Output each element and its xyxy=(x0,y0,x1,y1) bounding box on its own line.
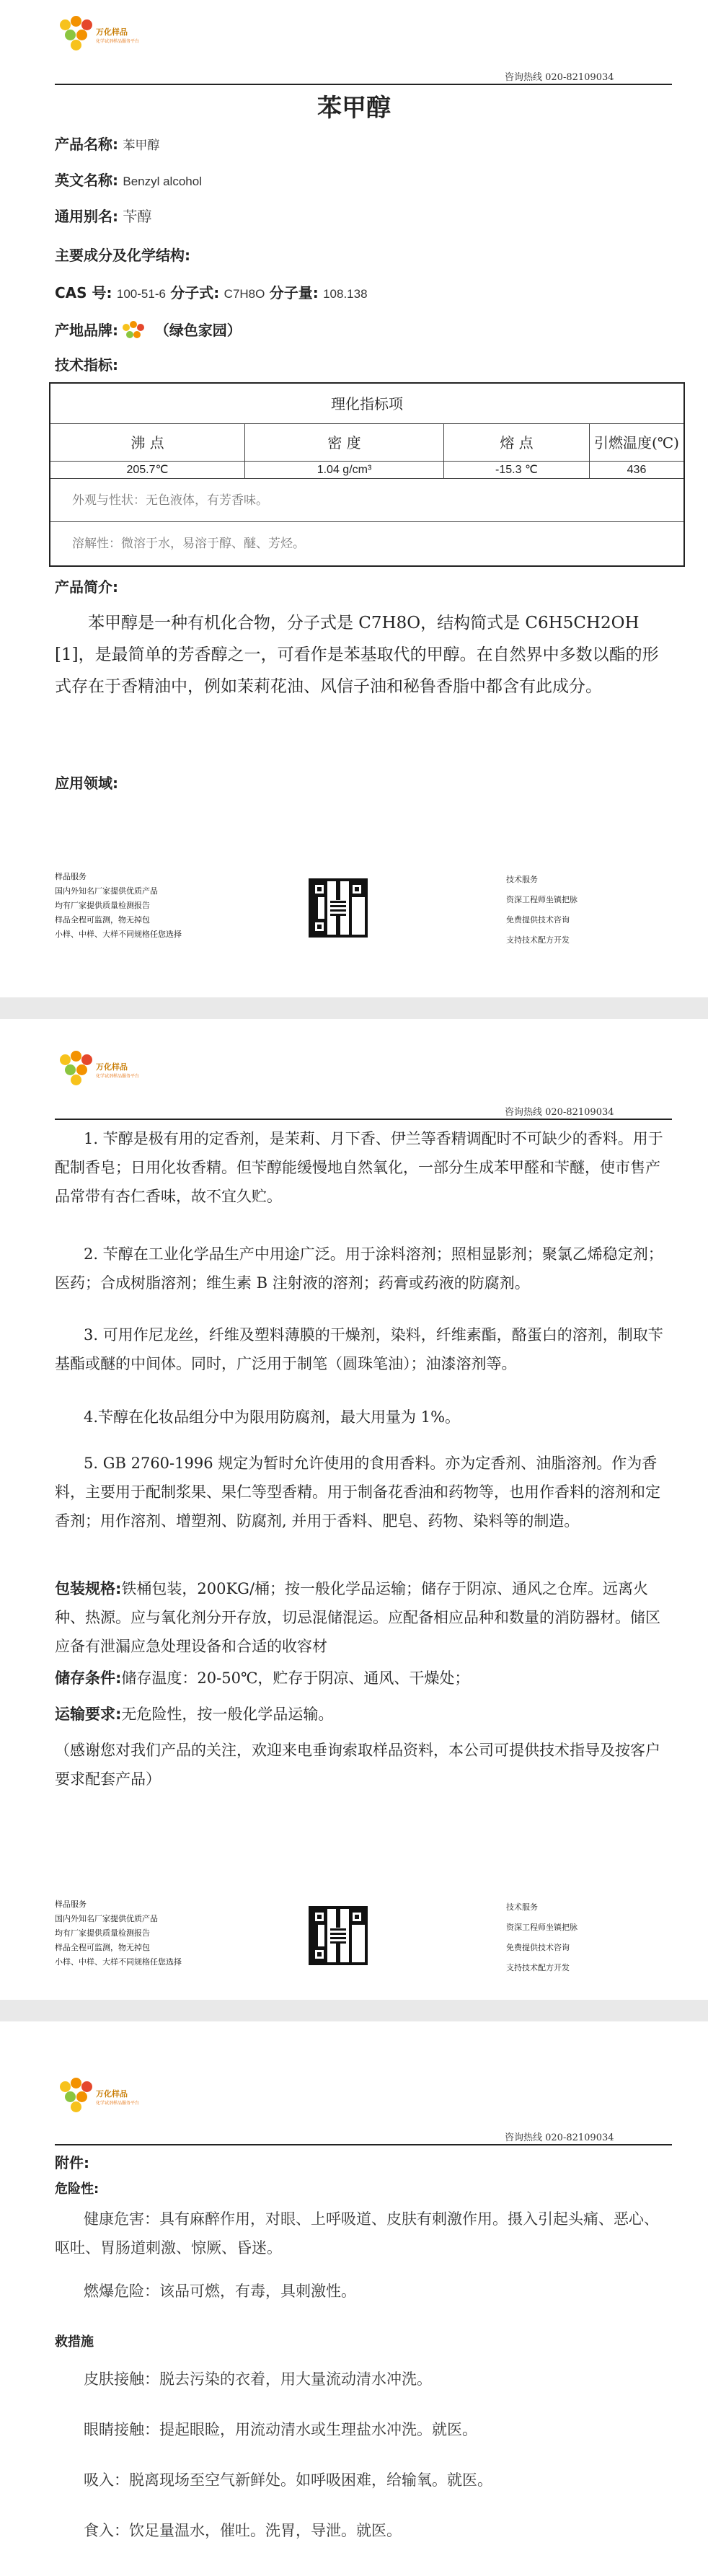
store-text: 储存温度：20-50℃，贮存于阴凉、通风、干燥处； xyxy=(121,1669,470,1687)
pack-para xyxy=(55,1574,672,1661)
fire-hazard: 燃爆危险：该品可燃，有毒，具刺激性。 xyxy=(84,2282,356,2300)
alias-label: 通用别名: xyxy=(55,208,118,225)
struct-label: 主要成分及化学结构: xyxy=(55,247,190,264)
hotline: 咨询热线 020-82109034 xyxy=(505,1107,614,1118)
usage-item-3: 3. 可用作尼龙丝，纤维及塑料薄膜的干燥剂，染料，纤维素酯，酪蛋白的溶剂，制取苄基酯或醚的中间体。同时，广泛用于制笔（圆珠笔油）；油漆溶剂等。 xyxy=(55,1326,663,1372)
name-label: 产品名称: xyxy=(55,136,118,153)
footer-left-line: 均有厂家提供质量检测报告 xyxy=(55,901,150,910)
aid-inhale: 吸入：脱离现场至空气新鲜处。如呼吸困难，给输氧。就医。 xyxy=(84,2471,492,2489)
footer-right-line: 支持技术配方开发 xyxy=(506,1963,570,1972)
spec-header-density: 密 度 xyxy=(245,424,444,462)
ship-text: 无危险性，按一般化学品运输。 xyxy=(121,1706,334,1723)
cas-value: 100-51-6 xyxy=(116,287,166,301)
mw-label: 分子量: xyxy=(269,284,319,301)
footer-left-line: 小样、中样、大样不同规格任您选择 xyxy=(55,930,182,939)
brand-slogan: 化学试剂样品服务平台 xyxy=(96,1074,140,1079)
hotline: 咨询热线 020-82109034 xyxy=(505,72,614,83)
attach-row xyxy=(55,2151,89,2172)
hazard-label: 危险性: xyxy=(55,2182,99,2197)
aid-row xyxy=(55,2332,94,2350)
origin-label: 产地品牌: xyxy=(55,322,118,339)
footer-left xyxy=(55,870,182,942)
formula-label: 分子式: xyxy=(170,284,220,301)
pack-label: 包装规格: xyxy=(55,1580,122,1597)
brand-logo xyxy=(56,16,172,61)
cas-row xyxy=(55,281,368,302)
intro-label: 产品简介: xyxy=(55,578,118,596)
aid-label: 救措施 xyxy=(55,2334,94,2350)
spec-header-melting: 熔 点 xyxy=(444,424,590,462)
aid-eye: 眼睛接触：提起眼睑，用流动清水或生理盐水冲洗。就医。 xyxy=(84,2421,477,2438)
footer-right xyxy=(506,1897,578,1978)
page-gap xyxy=(0,997,708,1019)
intro-row xyxy=(55,575,118,596)
spec-value-ignition: 436 xyxy=(590,462,683,479)
brand-slogan: 化学试剂样品服务平台 xyxy=(96,39,140,44)
footer-left xyxy=(55,1897,182,1970)
footer-right-line: 免费提供技术咨询 xyxy=(506,915,570,925)
footer-left-line: 均有厂家提供质量检测报告 xyxy=(55,1928,150,1938)
page-title: 苯甲醇 xyxy=(317,94,391,123)
page-1 xyxy=(0,0,708,997)
health-hazard: 健康危害：具有麻醉作用，对眼、上呼吸道、皮肤有刺激作用。摄入引起头痛、恶心、呕吐、胃肠道刺激、惊厥、昏迷。 xyxy=(55,2210,659,2257)
mw-value: 108.138 xyxy=(323,287,368,301)
brand-name: 万化样品 xyxy=(96,1062,128,1072)
brand-logo xyxy=(56,2078,172,2122)
footer-right-line: 资深工程师坐镇把脉 xyxy=(506,1923,578,1932)
footer-left-line: 国内外知名厂家提供优质产品 xyxy=(55,886,158,896)
footer-right-line: 技术服务 xyxy=(506,1902,538,1912)
en-value: Benzyl alcohol xyxy=(123,175,202,188)
ship-label: 运输要求: xyxy=(55,1706,122,1723)
page-3 xyxy=(0,2021,708,2576)
hotline: 咨询热线 020-82109034 xyxy=(505,2132,614,2143)
footer-left-line: 样品全程可监测，物无掉包 xyxy=(55,915,150,925)
usage-item-1: 1. 苄醇是极有用的定香剂，是茉莉、月下香、伊兰等香精调配时不可缺少的香料。用于配制香皂；日用化妆香精。但苄醇能缓慢地自然氧化，一部分生成苯甲醛和苄醚，使市售产品常带有杏仁香味，故不宜久贮。 xyxy=(55,1130,663,1205)
footer-left-line: 样品服务 xyxy=(55,872,87,881)
page-gap xyxy=(0,2000,708,2021)
intro-text: 苯甲醇是一种有机化合物，分子式是 C7H8O，结构简式是 C6H5CH2OH [1]，是最简单的芳香醇之一，可看作是苯基取代的甲醇。在自然界中多数以酯的形式存在于香精油中，例如茉莉花油、风信子油和秘鲁香脂中都含有此成分。 xyxy=(55,614,659,696)
usage-item-4: 4.苄醇在化妆品组分中为限用防腐剂，最大用量为 1%。 xyxy=(84,1408,461,1426)
attach-label: 附件: xyxy=(55,2154,89,2171)
pack-text: 铁桶包装，200KG/桶；按一般化学品运输；储存于阴凉、通风之仓库。远离火种、热源。应与氧化剂分开存放，切忌混储混运。应配备相应品种和数量的消防器材。储区应备有泄漏应急处理设备和合适的收容材 xyxy=(55,1580,660,1655)
header-divider xyxy=(55,84,672,85)
footer-left-line: 国内外知名厂家提供优质产品 xyxy=(55,1914,158,1923)
spec-solubility: 溶解性：微溶于水，易溶于醇、醚、芳烃。 xyxy=(72,537,305,551)
apps-row xyxy=(55,772,118,793)
qr-code xyxy=(309,1906,368,1965)
store-label: 储存条件: xyxy=(55,1669,122,1687)
footer-right xyxy=(506,870,578,950)
footer-right-line: 免费提供技术咨询 xyxy=(506,1943,570,1952)
struct-row xyxy=(55,244,190,265)
brand-name: 万化样品 xyxy=(96,27,128,37)
footer-left-line: 小样、中样、大样不同规格任您选择 xyxy=(55,1957,182,1967)
spec-value-boiling: 205.7℃ xyxy=(50,462,245,479)
spec-table xyxy=(49,382,685,567)
name-value: 苯甲醇 xyxy=(123,138,160,152)
store-para xyxy=(55,1664,672,1693)
spec-table-caption: 理化指标项 xyxy=(50,384,683,424)
footer-left-line: 样品全程可监测，物无掉包 xyxy=(55,1943,150,1952)
header-divider xyxy=(55,1119,672,1120)
origin-value: （绿色家园） xyxy=(154,322,242,339)
footer xyxy=(52,870,679,956)
usage-item-2: 2. 苄醇在工业化学品生产中用途广泛。用于涂料溶剂；照相显影剂；聚氯乙烯稳定剂；医药；合成树脂溶剂；维生素 B 注射液的溶剂；药膏或药液的防腐剂。 xyxy=(55,1245,663,1292)
thanks-note: （感谢您对我们产品的关注，欢迎来电垂询索取样品资料，本公司可提供技术指导及按客户要求配套产品） xyxy=(55,1742,660,1788)
apps-label: 应用领域: xyxy=(55,775,118,792)
aid-skin: 皮肤接触：脱去污染的衣着，用大量流动清水冲洗。 xyxy=(84,2370,432,2388)
cas-label: CAS 号: xyxy=(55,284,112,301)
spec-header-boiling: 沸 点 xyxy=(50,424,245,462)
spec-header-ignition: 引燃温度(℃) xyxy=(590,424,683,462)
formula-value: C7H8O xyxy=(224,287,265,301)
origin-row xyxy=(55,319,242,343)
brand-name: 万化样品 xyxy=(96,2089,128,2099)
spec-value-melting: -15.3 ℃ xyxy=(444,462,590,479)
en-label: 英文名称: xyxy=(55,172,118,189)
qr-code xyxy=(309,878,368,938)
brand-logo xyxy=(56,1051,172,1095)
tech-row xyxy=(55,353,118,374)
header-divider xyxy=(55,2144,672,2145)
aid-ingest: 食入：饮足量温水，催吐。洗胃，导泄。就医。 xyxy=(84,2522,402,2539)
name-row xyxy=(55,133,159,154)
alias-value: 苄醇 xyxy=(123,208,152,225)
spec-value-density: 1.04 g/cm³ xyxy=(245,462,444,479)
tech-label: 技术指标: xyxy=(55,356,118,374)
spec-appearance: 外观与性状：无色液体，有芳香味。 xyxy=(50,479,683,522)
footer-right-line: 支持技术配方开发 xyxy=(506,935,570,945)
footer-left-line: 样品服务 xyxy=(55,1900,87,1909)
page-2 xyxy=(0,1019,708,2000)
brand-mini-logo xyxy=(123,321,144,343)
alias-row xyxy=(55,205,151,226)
ship-para xyxy=(55,1700,672,1729)
hazard-row xyxy=(55,2179,99,2197)
en-row xyxy=(55,169,202,190)
brand-slogan: 化学试剂样品服务平台 xyxy=(96,2101,140,2106)
usage-item-5: 5. GB 2760-1996 规定为暂时允许使用的食用香料。亦为定香剂、油脂溶剂。作为香料，主要用于配制浆果、果仁等型香精。用于制备花香油和药物等，也用作香料的溶剂和定香剂；用作溶剂、增塑剂、防腐剂, 并用于香料、肥皂、药物、染料等的制造。 xyxy=(55,1455,660,1530)
footer xyxy=(52,1897,679,1984)
footer-right-line: 资深工程师坐镇把脉 xyxy=(506,895,578,904)
footer-right-line: 技术服务 xyxy=(506,875,538,884)
